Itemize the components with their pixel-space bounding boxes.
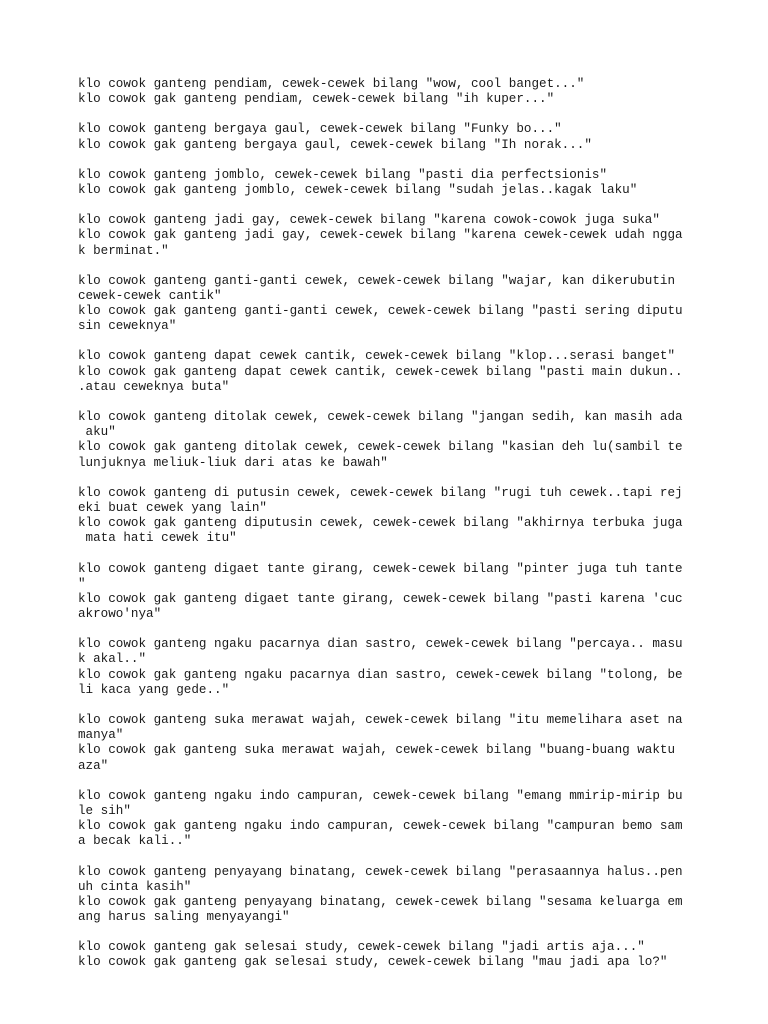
- text-line: klo cowok ganteng ganti-ganti cewek, cewek-cewek bilang "wajar, kan dikerubutin: [78, 273, 676, 288]
- text-paragraph: [78, 168, 708, 198]
- text-line: k berminat.": [78, 243, 169, 258]
- text-line: akrowo'nya": [78, 607, 162, 622]
- text-line: le sih": [78, 803, 131, 818]
- text-line: klo cowok ganteng suka merawat wajah, cewek-cewek bilang "itu memelihara aset na: [78, 713, 683, 727]
- text-line: sin ceweknya": [78, 319, 177, 334]
- text-line: klo cowok gak ganteng ngaku indo campuran, cewek-cewek bilang "campuran bemo sam: [78, 819, 683, 834]
- text-line: eki buat cewek yang lain": [78, 500, 267, 515]
- text-line: klo cowok gak ganteng pendiam, cewek-cewek bilang "ih kuper...": [78, 92, 555, 107]
- text-line: klo cowok ganteng jadi gay, cewek-cewek bilang "karena cowok-cowok juga suka": [78, 213, 660, 228]
- text-line: klo cowok gak ganteng gak selesai study, cewek-cewek bilang "mau jadi apa lo?": [78, 955, 668, 970]
- text-line: klo cowok ganteng penyayang binatang, cewek-cewek bilang "perasaannya halus..pen: [78, 864, 683, 879]
- text-line: uh cinta kasih": [78, 879, 192, 894]
- text-line: lunjuknya meliuk-liuk dari atas ke bawah": [78, 455, 388, 470]
- text-line: klo cowok ganteng jomblo, cewek-cewek bilang "pasti dia perfectsionis": [78, 167, 608, 182]
- text-line: ang harus saling menyayangi": [78, 910, 290, 925]
- text-line: ": [78, 576, 86, 591]
- text-paragraph: [78, 122, 708, 152]
- text-line: klo cowok ganteng di putusin cewek, cewek-cewek bilang "rugi tuh cewek..tapi rej: [78, 485, 683, 500]
- text-paragraph: [78, 713, 708, 774]
- text-paragraph: [78, 940, 708, 970]
- text-paragraph: [78, 213, 708, 259]
- text-line: klo cowok gak ganteng ditolak cewek, cewek-cewek bilang "kasian deh lu(sambil te: [78, 440, 683, 455]
- text-line: klo cowok gak ganteng jadi gay, cewek-cewek bilang "karena cewek-cewek udah ngga: [78, 228, 683, 243]
- text-line: .atau ceweknya buta": [78, 379, 230, 394]
- text-line: klo cowok gak ganteng dapat cewek cantik, cewek-cewek bilang "pasti main dukun..: [78, 364, 683, 379]
- text-line: manya": [78, 728, 124, 743]
- text-line: klo cowok gak ganteng suka merawat wajah, cewek-cewek bilang "buang-buang waktu: [78, 743, 676, 758]
- text-line: klo cowok ganteng dapat cewek cantik, cewek-cewek bilang "klop...serasi banget": [78, 349, 676, 364]
- text-line: k akal..": [78, 652, 147, 667]
- document-page: [78, 77, 708, 986]
- text-line: klo cowok ganteng ditolak cewek, cewek-cewek bilang "jangan sedih, kan masih ada: [78, 410, 683, 424]
- text-line: aza": [78, 758, 109, 773]
- text-line: klo cowok ganteng ngaku indo campuran, cewek-cewek bilang "emang mmirip-mirip bu: [78, 788, 683, 803]
- text-line: klo cowok gak ganteng bergaya gaul, cewek-cewek bilang "Ih norak...": [78, 137, 592, 152]
- text-paragraph: [78, 865, 708, 926]
- text-line: klo cowok ganteng bergaya gaul, cewek-cewek bilang "Funky bo...": [78, 122, 562, 137]
- text-line: klo cowok ganteng digaet tante girang, cewek-cewek bilang "pinter juga tuh tante: [78, 561, 683, 576]
- text-paragraph: [78, 349, 708, 395]
- text-line: klo cowok gak ganteng penyayang binatang, cewek-cewek bilang "sesama keluarga em: [78, 894, 683, 909]
- text-line: klo cowok ganteng gak selesai study, cewek-cewek bilang "jadi artis aja...": [78, 940, 645, 955]
- text-paragraph: [78, 274, 708, 335]
- text-paragraph: [78, 77, 708, 107]
- text-paragraph: [78, 789, 708, 850]
- text-line: klo cowok gak ganteng digaet tante girang, cewek-cewek bilang "pasti karena 'cuc: [78, 591, 683, 606]
- text-line: mata hati cewek itu": [78, 531, 237, 546]
- text-line: a becak kali..": [78, 834, 192, 849]
- text-line: cewek-cewek cantik": [78, 288, 222, 303]
- text-paragraph: [78, 410, 708, 471]
- text-line: klo cowok gak ganteng jomblo, cewek-cewek bilang "sudah jelas..kagak laku": [78, 182, 638, 197]
- text-line: klo cowok gak ganteng diputusin cewek, cewek-cewek bilang "akhirnya terbuka juga: [78, 516, 683, 531]
- text-line: klo cowok gak ganteng ganti-ganti cewek, cewek-cewek bilang "pasti sering diputu: [78, 304, 683, 319]
- text-line: li kaca yang gede..": [78, 682, 230, 697]
- text-line: klo cowok ganteng pendiam, cewek-cewek bilang "wow, cool banget...": [78, 77, 585, 91]
- text-line: klo cowok gak ganteng ngaku pacarnya dian sastro, cewek-cewek bilang "tolong, be: [78, 667, 683, 682]
- text-line: klo cowok ganteng ngaku pacarnya dian sastro, cewek-cewek bilang "percaya.. masu: [78, 637, 683, 652]
- text-paragraph: [78, 637, 708, 698]
- text-line: aku": [78, 425, 116, 440]
- text-paragraph: [78, 562, 708, 623]
- text-paragraph: [78, 486, 708, 547]
